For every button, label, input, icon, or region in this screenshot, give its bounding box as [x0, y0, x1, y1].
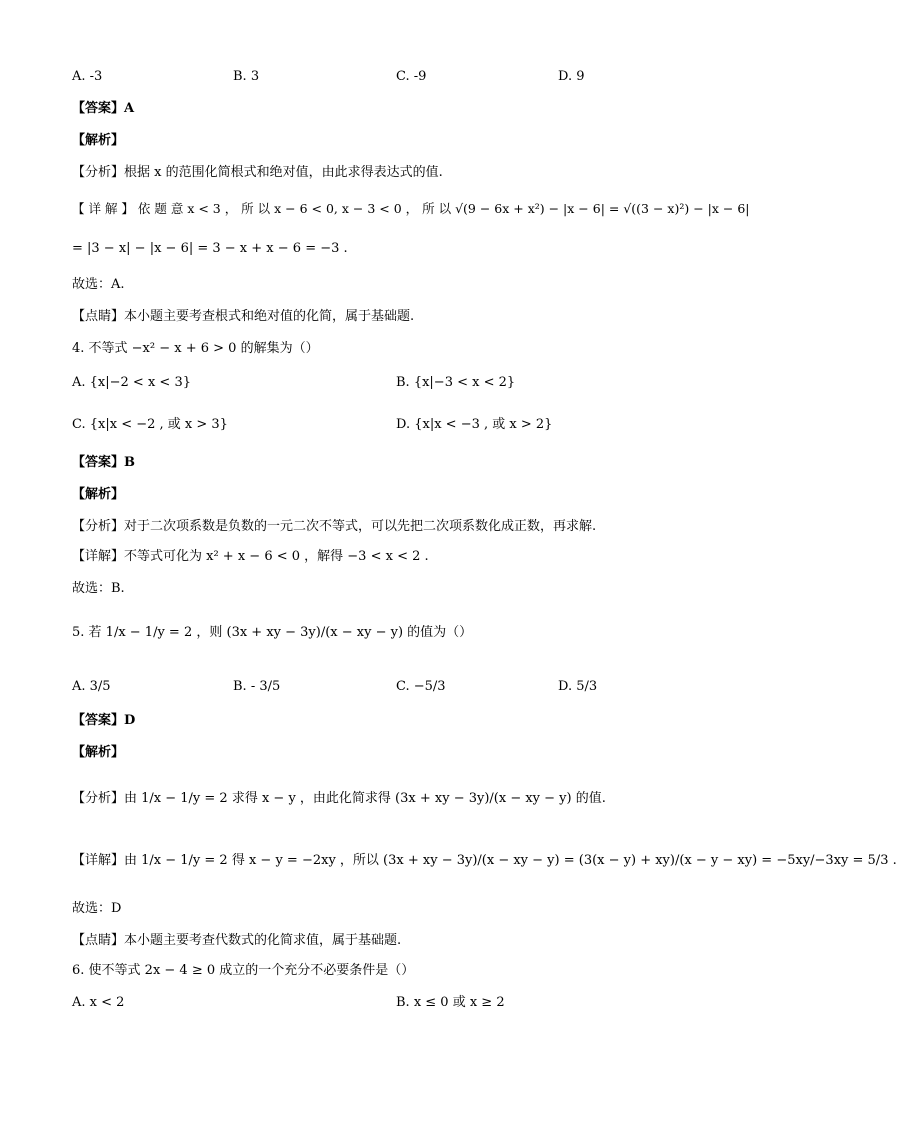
q5-option-c: C. −5/3 [396, 679, 446, 694]
q3-conclusion: 故选：A. [72, 277, 125, 292]
q5-dianjing: 【点睛】本小题主要考查代数式的化简求值，属于基础题. [72, 933, 402, 948]
q5-xiangjie: 【详解】由 1/x − 1/y = 2 得 x − y = −2xy ，所以 (3x + xy − 3y)/(x − xy − y) = (3(x − y) + xy)/(x − y − xy) = −5xy/−3xy = 5/3 . [72, 853, 897, 868]
q4-option-d: D. {x|x < −3 , 或 x > 2} [396, 417, 553, 432]
q6-option-b: B. x ≤ 0 或 x ≥ 2 [396, 995, 505, 1010]
q6-option-a: A. x < 2 [72, 995, 125, 1010]
q3-xiangjie-line2: = |3 − x| − |x − 6| = 3 − x + x − 6 = −3 . [72, 241, 348, 256]
q4-answer: 【答案】B [72, 455, 135, 470]
q5-option-a: A. 3/5 [72, 679, 111, 694]
q3-option-a: A. -3 [72, 69, 103, 84]
q3-option-b: B. 3 [233, 69, 260, 84]
q4-stem: 4. 不等式 −x² − x + 6 > 0 的解集为（） [72, 341, 319, 356]
q3-jiexi-heading: 【解析】 [72, 133, 125, 148]
q4-jiexi-heading: 【解析】 [72, 487, 125, 502]
q4-xiangjie: 【详解】不等式可化为 x² + x − 6 < 0 ，解得 −3 < x < 2 . [72, 549, 429, 564]
q4-option-c: C. {x|x < −2 , 或 x > 3} [72, 417, 228, 432]
q5-stem: 5. 若 1/x − 1/y = 2 ，则 (3x + xy − 3y)/(x − xy − y) 的值为（） [72, 625, 473, 640]
q3-xiangjie-line1: 【 详 解 】 依 题 意 x < 3 ， 所 以 x − 6 < 0, x − 3 < 0 ， 所 以 √(9 − 6x + x²) − |x − 6| = √((3 − x)²) − |x − 6| [72, 201, 750, 216]
q3-option-c: C. -9 [396, 69, 427, 84]
q4-conclusion: 故选：B. [72, 581, 125, 596]
q4-fenxi: 【分析】对于二次项系数是负数的一元二次不等式，可以先把二次项系数化成正数，再求解. [72, 519, 597, 534]
q3-fenxi: 【分析】根据 x 的范围化简根式和绝对值，由此求得表达式的值. [72, 165, 443, 180]
q5-option-d: D. 5/3 [558, 679, 598, 694]
q5-jiexi-heading: 【解析】 [72, 745, 125, 760]
q4-option-a: A. {x|−2 < x < 3} [72, 375, 191, 390]
q6-stem: 6. 使不等式 2x − 4 ≥ 0 成立的一个充分不必要条件是（） [72, 963, 415, 978]
q5-fenxi: 【分析】由 1/x − 1/y = 2 求得 x − y ，由此化简求得 (3x + xy − 3y)/(x − xy − y) 的值. [72, 791, 606, 806]
q3-option-d: D. 9 [558, 69, 585, 84]
q4-option-b: B. {x|−3 < x < 2} [396, 375, 516, 390]
q3-answer: 【答案】A [72, 101, 135, 116]
q5-conclusion: 故选：D [72, 901, 122, 916]
q5-option-b: B. - 3/5 [233, 679, 281, 694]
q5-answer: 【答案】D [72, 713, 136, 728]
q3-dianjing: 【点睛】本小题主要考查根式和绝对值的化简，属于基础题. [72, 309, 415, 324]
